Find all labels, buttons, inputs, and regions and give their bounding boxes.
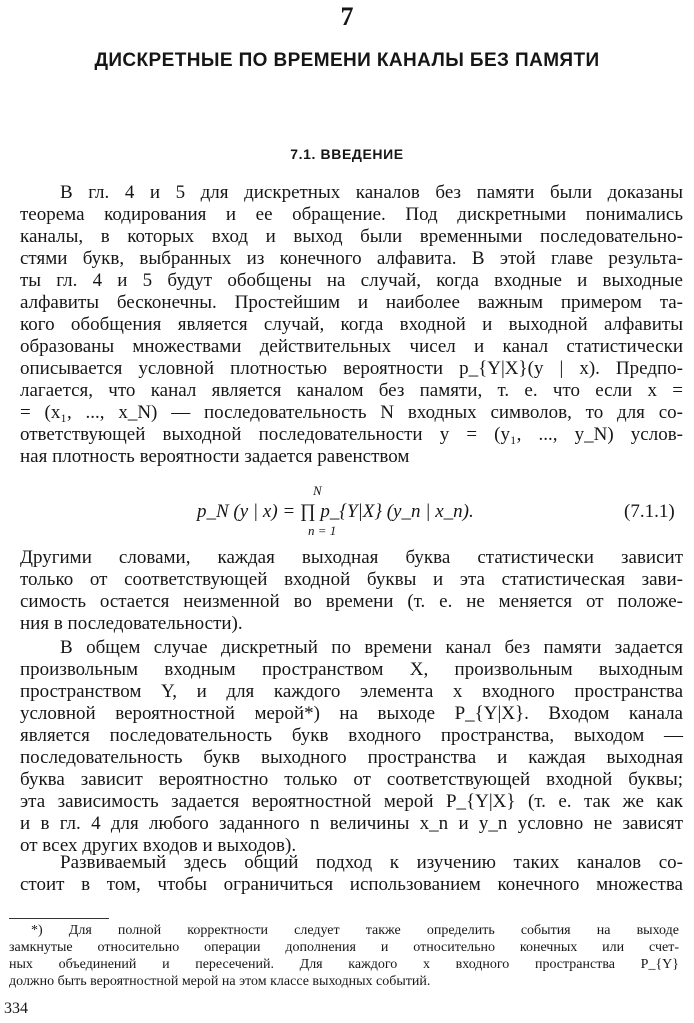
- equation-body: p_N (y | x) = ∏ p_{Y|X} (y_n | x_n).: [197, 501, 474, 522]
- text-line: = (x₁, ..., x_N) — последовательность N входных символов, то для со-: [20, 402, 683, 423]
- text-line: пространством Y, и для каждого элемента x входного пространства: [20, 681, 683, 702]
- text-line: каналы, в которых вход и выход были временными последовательно-: [20, 226, 683, 247]
- chapter-number: 7: [340, 2, 354, 31]
- text-line: эта зависимость задается вероятностной мерой P_{Y|X} (т. е. так же как: [20, 791, 683, 812]
- footnote-divider: [9, 918, 109, 919]
- text-line: произвольным входным пространством X, произвольным выходным: [20, 659, 683, 680]
- text-line: ты гл. 4 и 5 будут обобщены на случай, когда входные и выходные: [20, 270, 683, 291]
- text-line: лагается, что канал является каналом без памяти, т. е. что если x =: [20, 380, 683, 401]
- text-line: кого обобщения является случай, когда входной и выходной алфавиты: [20, 314, 683, 335]
- footnote: [9, 922, 679, 990]
- footnote-line: *) Для полной корректности следует также определить события на выходе: [31, 923, 679, 938]
- paragraph-approach: [20, 852, 683, 896]
- page-number: 334: [4, 1000, 28, 1017]
- text-line: буква зависит вероятностно только от соответствующей входной буквы;: [20, 769, 683, 790]
- footnote-line: замкнутые относительно операции дополнения и относительно конечных или счет-: [9, 940, 679, 955]
- footnote-line: ных объединений и пересечений. Для каждого x входного пространства P_{Y}: [9, 957, 679, 972]
- text-line: ответствующей выходной последовательности y = (y₁, ..., y_N) услов-: [20, 424, 683, 445]
- text-line: Другими словами, каждая выходная буква статистически зависит: [20, 547, 683, 568]
- text-line: алфавиты бесконечны. Простейшим и наиболее важным примером та-: [20, 292, 683, 313]
- text-line: от всех других входов и выходов).: [20, 835, 297, 856]
- text-line: описывается условной плотностью вероятности p_{Y|X}(y | x). Предпо-: [20, 358, 683, 379]
- text-line: и в гл. 4 для любого заданного n величины x_n и y_n условно не зависят: [20, 813, 683, 834]
- product-lower-limit: n = 1: [308, 523, 337, 538]
- text-line: В гл. 4 и 5 для дискретных каналов без памяти были доказаны: [60, 182, 683, 203]
- text-line: В общем случае дискретный по времени канал без памяти задается: [60, 637, 683, 658]
- text-line: теорема кодирования и ее обращение. Под дискретными понимались: [20, 204, 683, 225]
- text-line: только от соответствующей входной буквы и эта статистическая зави-: [20, 569, 683, 590]
- product-upper-limit: N: [313, 483, 322, 498]
- text-line: ная плотность вероятности задается равенством: [20, 446, 410, 467]
- text-line: симость остается неизменной во времени (т. е. не меняется от положе-: [20, 591, 683, 612]
- text-line: Развиваемый здесь общий подход к изучению таких каналов со-: [60, 852, 683, 873]
- paragraph-general-case: [20, 637, 683, 857]
- footnote-line: должно быть вероятностной мерой на этом классе выходных событий.: [9, 974, 431, 989]
- text-line: ния в последовательности).: [20, 613, 243, 634]
- chapter-title: ДИСКРЕТНЫЕ ПО ВРЕМЕНИ КАНАЛЫ БЕЗ ПАМЯТИ: [94, 50, 600, 71]
- text-line: стями букв, выбранных из конечного алфавита. В этой главе результа-: [20, 248, 683, 269]
- text-line: условной вероятностной мерой*) на выходе P_{Y|X}. Входом канала: [20, 703, 683, 724]
- text-line: стоит в том, чтобы ограничиться использованием конечного множества: [20, 874, 683, 895]
- equation-7-1-1: [0, 483, 694, 541]
- text-line: образованы множествами действительных чисел и канал статистически: [20, 336, 683, 357]
- text-line: является последовательность букв входного пространства, выходом —: [20, 725, 683, 746]
- equation-number: (7.1.1): [624, 501, 675, 522]
- paragraph-intro: [20, 182, 683, 468]
- text-line: последовательность букв выходного пространства и каждая выходная: [20, 747, 683, 768]
- section-title: 7.1. ВВЕДЕНИЕ: [290, 146, 404, 162]
- paragraph-other-words: [20, 547, 683, 635]
